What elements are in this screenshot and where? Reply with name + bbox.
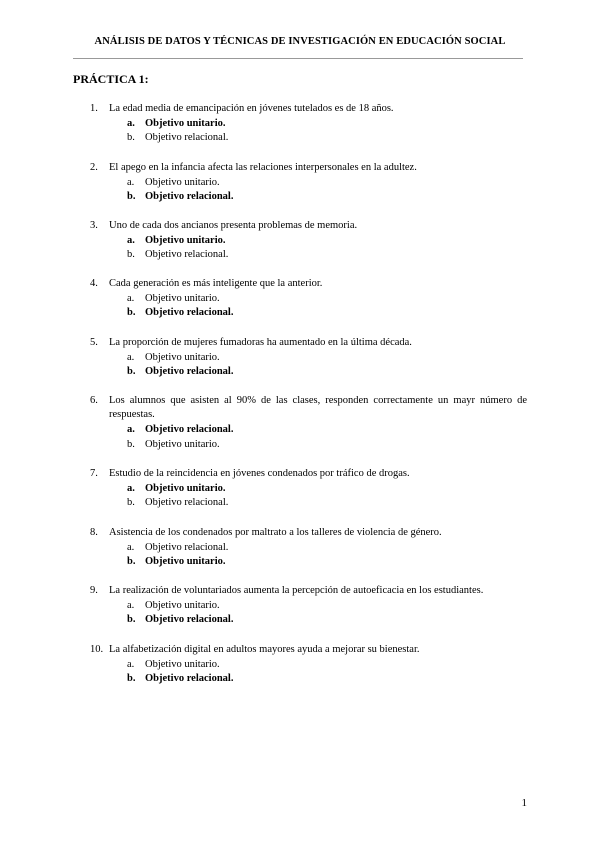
option-letter: a. (127, 234, 135, 246)
option-letter: b. (127, 556, 136, 567)
option-letter: b. (127, 614, 136, 625)
option-letter: b. (127, 366, 136, 377)
option-text: Objetivo relacional. (145, 132, 229, 143)
question-text: Estudio de la reincidencia en jóvenes condenados por tráfico de drogas. (109, 468, 410, 479)
question-text: Uno de cada dos ancianos presenta problemas de memoria. (109, 220, 358, 231)
section-title: PRÁCTICA 1: (73, 72, 149, 86)
option-letter: b. (127, 673, 136, 684)
question-number: 7. (90, 468, 98, 479)
question-text: La alfabetización digital en adultos mayores ayuda a mejorar su bienestar. (109, 644, 420, 655)
option-text: Objetivo relacional. (145, 673, 234, 684)
option-letter: a. (127, 541, 135, 553)
question-number: 2. (90, 162, 98, 173)
option-letter: b. (127, 438, 135, 450)
question-text: La realización de voluntariados aumenta la percepción de autoeficacia en los estudiantes. (109, 585, 484, 596)
question-number: 8. (90, 527, 98, 538)
question-number: 10. (90, 644, 104, 655)
option-text: Objetivo unitario. (145, 117, 226, 129)
option-letter: a. (127, 658, 135, 670)
option-text: Objetivo unitario. (145, 234, 226, 246)
question-text: La proporción de mujeres fumadoras ha aumentado en la última década. (109, 337, 412, 348)
option-letter: b. (127, 249, 135, 260)
option-letter: a. (127, 424, 135, 435)
option-text: Objetivo relacional. (145, 541, 229, 553)
question-number: 3. (90, 220, 98, 231)
option-text: Objetivo relacional. (145, 497, 229, 508)
option-letter: b. (127, 191, 136, 202)
option-letter: a. (127, 351, 135, 363)
option-letter: a. (127, 292, 135, 304)
question-text: Los alumnos que asisten al 90% de las clases, responden correctamente un mayr número de respuestas. (109, 395, 527, 420)
question-number: 4. (90, 278, 98, 289)
option-text: Objetivo unitario. (145, 292, 220, 304)
option-text: Objetivo relacional. (145, 191, 234, 202)
option-text: Objetivo unitario. (145, 556, 226, 567)
option-text: Objetivo relacional. (145, 366, 234, 377)
option-text: Objetivo unitario. (145, 438, 220, 450)
document-header-title: ANÁLISIS DE DATOS Y TÉCNICAS DE INVESTIGACIÓN EN EDUCACIÓN SOCIAL (94, 36, 506, 47)
option-text: Objetivo relacional. (145, 307, 234, 318)
option-letter: a. (127, 599, 135, 611)
header-divider (73, 58, 523, 59)
page-number: 1 (521, 797, 527, 809)
option-letter: b. (127, 307, 136, 318)
option-text: Objetivo relacional. (145, 424, 234, 435)
question-text: Cada generación es más inteligente que la anterior. (109, 278, 323, 289)
option-text: Objetivo relacional. (145, 614, 234, 625)
option-letter: a. (127, 482, 135, 494)
option-letter: b. (127, 132, 135, 143)
option-text: Objetivo unitario. (145, 658, 220, 670)
option-letter: a. (127, 176, 135, 188)
question-text: El apego en la infancia afecta las relaciones interpersonales en la adultez. (109, 162, 417, 173)
question-number: 9. (90, 585, 98, 596)
option-letter: a. (127, 117, 135, 129)
option-text: Objetivo relacional. (145, 249, 229, 260)
question-text: Asistencia de los condenados por maltrato a los talleres de violencia de género. (109, 527, 442, 538)
option-text: Objetivo unitario. (145, 176, 220, 188)
option-text: Objetivo unitario. (145, 351, 220, 363)
option-text: Objetivo unitario. (145, 482, 226, 494)
question-number: 1. (90, 103, 98, 114)
option-text: Objetivo unitario. (145, 599, 220, 611)
question-text: La edad media de emancipación en jóvenes tutelados es de 18 años. (109, 103, 394, 114)
option-letter: b. (127, 497, 135, 508)
question-number: 6. (90, 395, 98, 406)
question-number: 5. (90, 337, 98, 348)
